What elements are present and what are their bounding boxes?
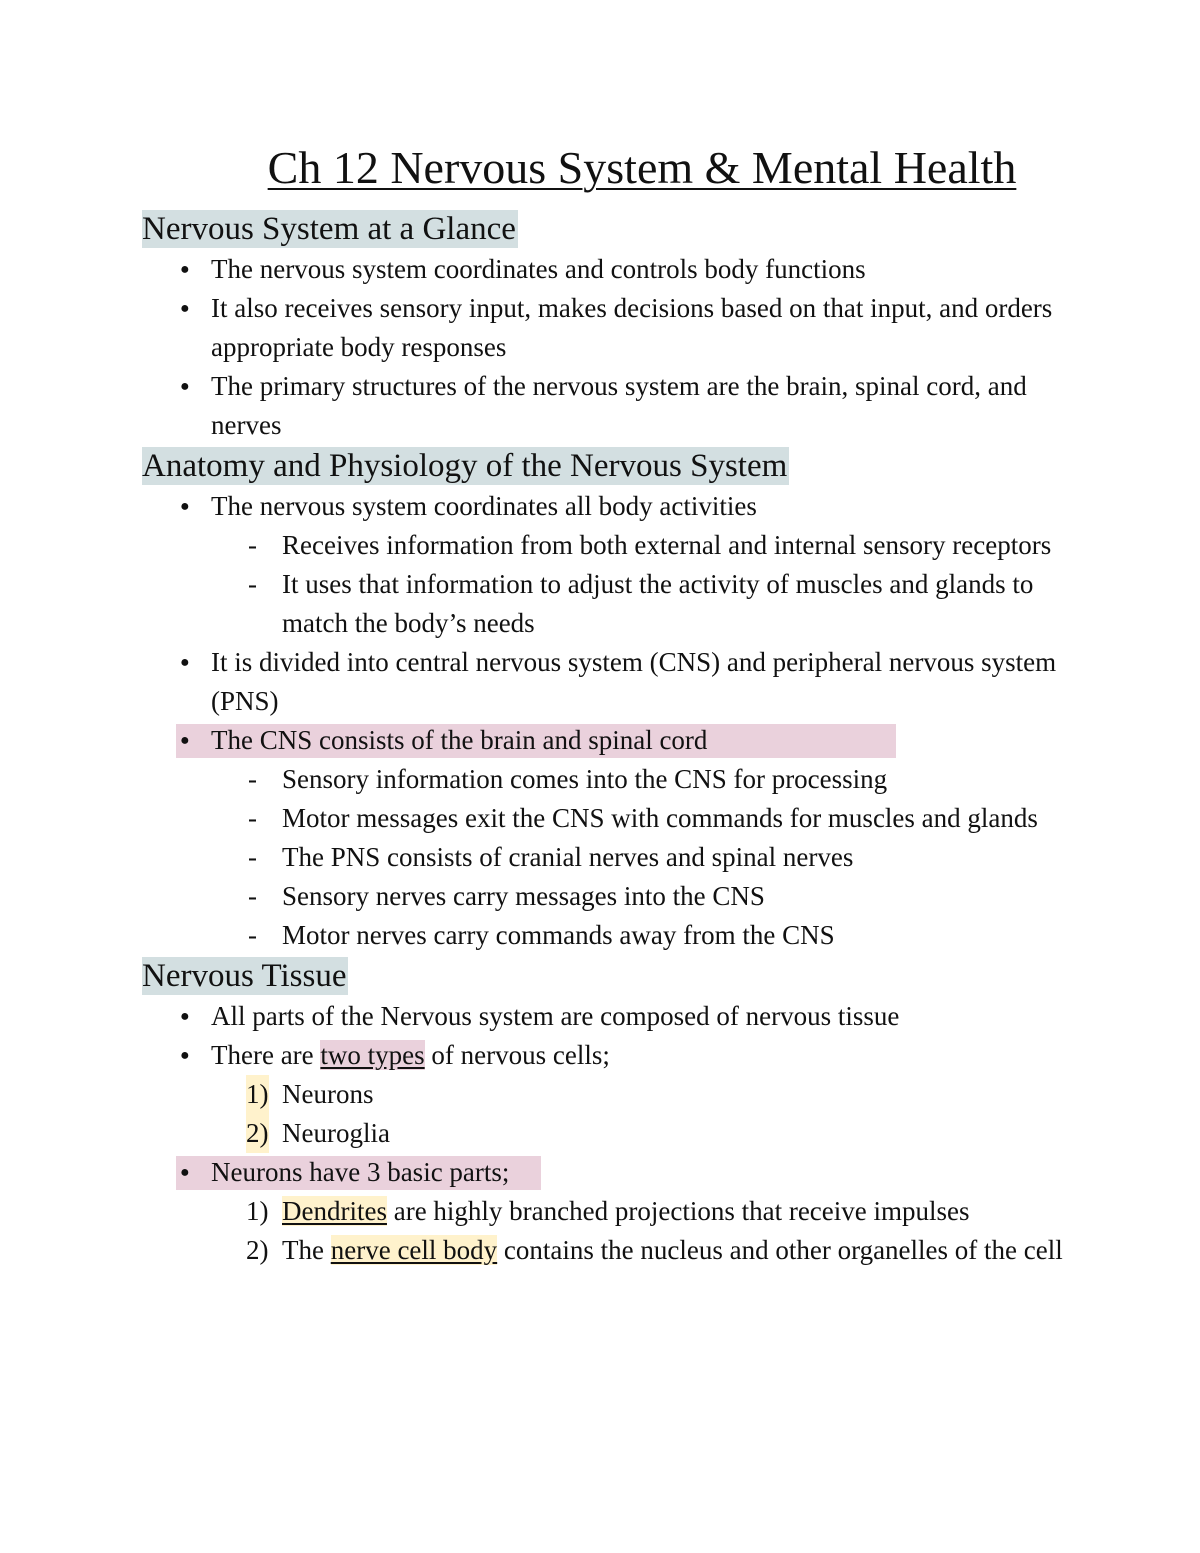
list-item xyxy=(142,250,1100,289)
list-item-text: The CNS consists of the brain and spinal cord xyxy=(211,725,708,755)
sub-list-item xyxy=(142,916,1100,955)
numbered-item-text: contains the nucleus and other organelles of the cell xyxy=(497,1235,1063,1265)
section-heading-wrap xyxy=(142,210,1100,250)
numbered-list xyxy=(211,1075,1100,1153)
numbered-list xyxy=(211,1192,1100,1270)
emphasis-dendrites: Dendrites xyxy=(282,1196,387,1226)
number-marker: 2) xyxy=(246,1235,269,1265)
dash-marker-icon: - xyxy=(248,803,257,833)
list-item-text: It also receives sensory input, makes decisions based on that input, and orders appropriate body responses xyxy=(211,293,1053,362)
bullet-dot-icon: ● xyxy=(180,654,190,671)
numbered-item-text: Neurons xyxy=(282,1079,374,1109)
text-segment: There are xyxy=(211,1040,321,1070)
dash-marker-icon: - xyxy=(248,881,257,911)
section-heading-glance: Nervous System at a Glance xyxy=(142,211,516,247)
list-item xyxy=(142,1036,1100,1153)
list-item-highlighted xyxy=(142,1153,1100,1270)
list-item-text: All parts of the Nervous system are composed of nervous tissue xyxy=(211,1001,900,1031)
sub-list-item-text: The PNS consists of cranial nerves and spinal nerves xyxy=(282,842,854,872)
dash-marker-icon: - xyxy=(248,530,257,560)
emphasis-two-types: two types xyxy=(320,1040,425,1070)
sub-list-item-text: It uses that information to adjust the activity of muscles and glands to match the body’s needs xyxy=(282,569,1034,638)
numbered-item xyxy=(142,1231,1100,1270)
list-item xyxy=(142,487,1100,643)
bullet-dot-icon: ● xyxy=(180,498,190,515)
list-item-text: The primary structures of the nervous system are the brain, spinal cord, and nerves xyxy=(211,371,1027,440)
text-segment: The xyxy=(282,1235,331,1265)
sub-list-item xyxy=(142,526,1100,565)
sub-list-item xyxy=(142,838,1100,877)
bullet-list-anatomy xyxy=(142,487,1100,955)
sub-list-item-text: Sensory information comes into the CNS for processing xyxy=(282,764,888,794)
bullet-dot-icon: ● xyxy=(180,1164,190,1181)
list-item-text: It is divided into central nervous system (CNS) and peripheral nervous system (PNS) xyxy=(211,647,1057,716)
sub-list-item xyxy=(142,760,1100,799)
emphasis-nerve-cell-body: nerve cell body xyxy=(330,1235,498,1265)
section-heading-wrap xyxy=(142,957,1100,997)
list-item-text: The nervous system coordinates all body activities xyxy=(211,491,757,521)
numbered-item xyxy=(142,1114,1100,1153)
numbered-item xyxy=(142,1075,1100,1114)
bullet-dot-icon: ● xyxy=(180,378,190,395)
list-item xyxy=(142,367,1100,445)
sub-list-item-text: Motor messages exit the CNS with commands for muscles and glands xyxy=(282,803,1038,833)
section-heading-wrap xyxy=(142,447,1100,487)
sub-list-item xyxy=(142,799,1100,838)
list-item-text: The nervous system coordinates and controls body functions xyxy=(211,254,866,284)
sub-list-item xyxy=(142,565,1100,643)
numbered-item-text: are highly branched projections that receive impulses xyxy=(386,1196,970,1226)
sub-list-item xyxy=(142,877,1100,916)
number-marker: 1) xyxy=(246,1196,269,1226)
bullet-dot-icon: ● xyxy=(180,1008,190,1025)
numbered-item-text: Neuroglia xyxy=(282,1118,390,1148)
list-item xyxy=(142,643,1100,721)
text-segment: of nervous cells; xyxy=(424,1040,610,1070)
sub-list xyxy=(211,760,1100,955)
dash-marker-icon: - xyxy=(248,920,257,950)
sub-list-item-text: Receives information from both external and internal sensory receptors xyxy=(282,530,1052,560)
bullet-dot-icon: ● xyxy=(180,300,190,317)
section-heading-anatomy: Anatomy and Physiology of the Nervous System xyxy=(142,448,788,484)
sub-list-item-text: Motor nerves carry commands away from the CNS xyxy=(282,920,835,950)
dash-marker-icon: - xyxy=(248,842,257,872)
bullet-dot-icon: ● xyxy=(180,732,190,749)
list-item-text: Neurons have 3 basic parts; xyxy=(211,1157,510,1187)
sub-list-item-text: Sensory nerves carry messages into the CNS xyxy=(282,881,765,911)
bullet-dot-icon: ● xyxy=(180,261,190,278)
number-marker: 1) xyxy=(246,1075,269,1114)
list-item xyxy=(142,997,1100,1036)
bullet-list-tissue xyxy=(142,997,1100,1270)
numbered-item xyxy=(142,1192,1100,1231)
number-marker: 2) xyxy=(246,1114,269,1153)
list-item-text xyxy=(211,1040,610,1070)
page-title: Ch 12 Nervous System & Mental Health xyxy=(267,142,1017,193)
bullet-list-glance xyxy=(142,250,1100,445)
sub-list xyxy=(211,526,1100,643)
dash-marker-icon: - xyxy=(248,569,257,599)
bullet-dot-icon: ● xyxy=(180,1047,190,1064)
dash-marker-icon: - xyxy=(248,764,257,794)
list-item xyxy=(142,289,1100,367)
list-item-highlighted xyxy=(142,721,1100,955)
section-heading-tissue: Nervous Tissue xyxy=(142,958,347,994)
